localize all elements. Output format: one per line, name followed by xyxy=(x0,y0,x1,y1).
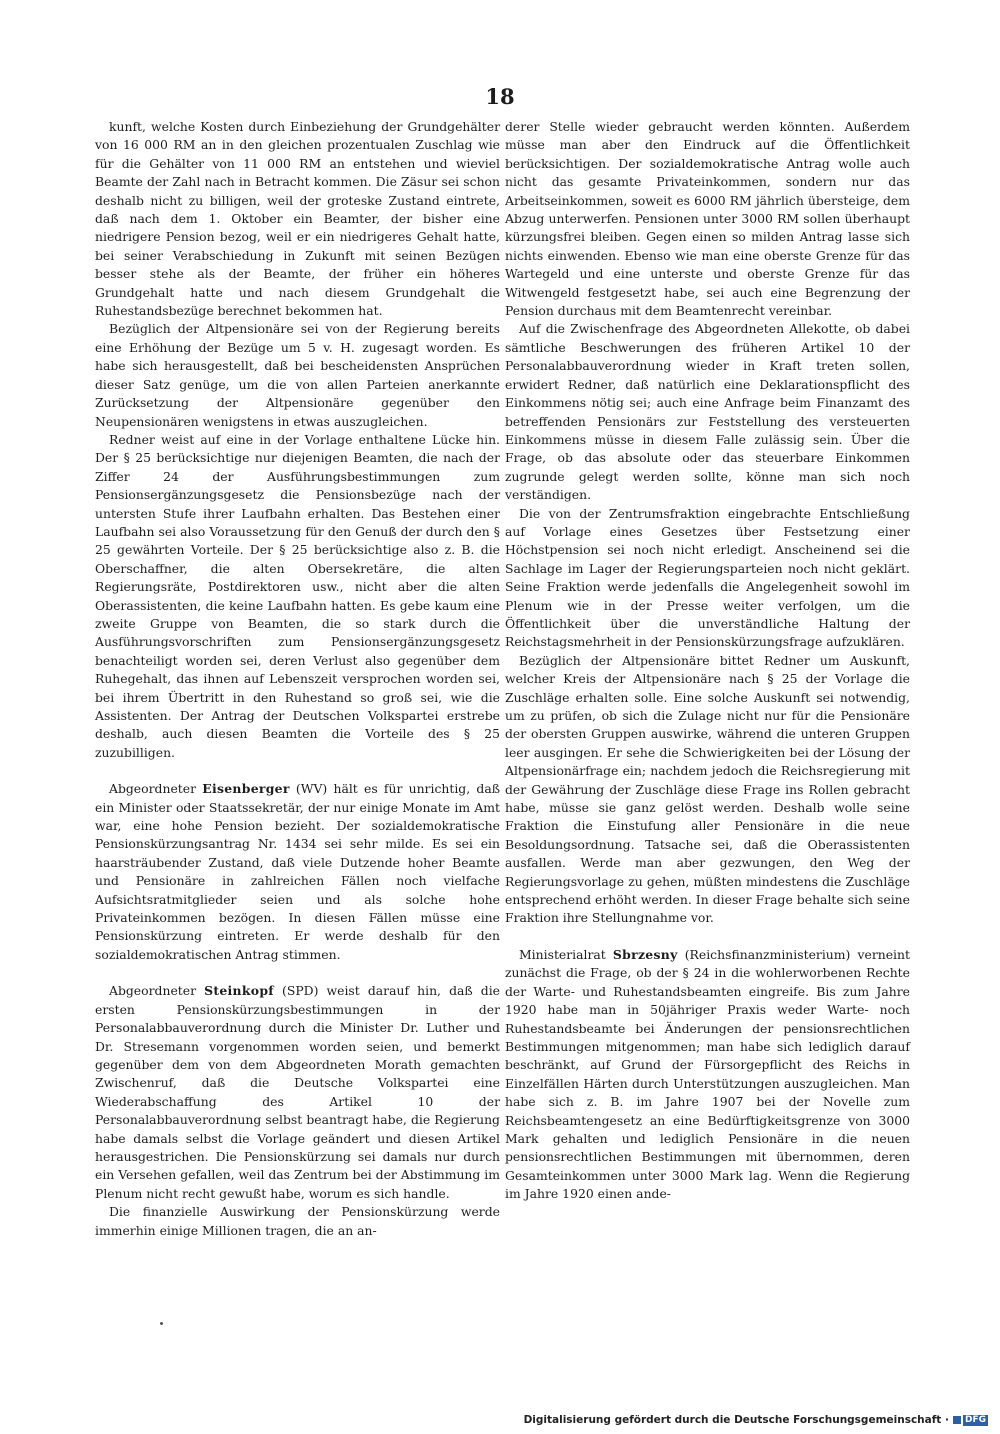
paragraph-text: (Reichsfinanzministerium) verneint zunächst die Frage, ob der § 24 in die wohlerworbenen Rechte der Warte- und Ruhestandsbeamten eingreife. Bis zum Jahre 1920 habe man in 50jähriger Praxis weder Warte- noch Ruhestandsbeamte bei Änderungen der pensionsrechtlichen Bestimmungen mitgenommen; man habe sich lediglich darauf beschränkt, auf Grund der Fürsorgepflicht des Reichs in Einzelfällen Härten durch Unterstützungen auszugleichen. Man habe sich z. B. im Jahre 1907 bei der Novelle zum Reichsbeamtengesetz an eine Bedürftigkeitsgrenze von 3000 Mark gehalten und lediglich Pensionäre in die neuen pensionsrechtlichen Bestimmungen mit übernommen, deren Gesamteinkommen unter 3000 Mark lag. Wenn die Regierung im Jahre 1920 einen ande- xyxy=(505,946,910,1202)
paragraph: Bezüglich der Altpensionäre bittet Redner um Auskunft, welcher Kreis der Altpensionäre nach § 25 der Vorlage die Zuschläge erhalten solle. Eine solche Auskunft sei notwendig, um zu prüfen, ob sich die Zulage nicht nur für die Pensionäre der obersten Gruppen auswirke, während die unteren Gruppen leer ausgingen. Er sehe die Schwierigkeiten bei der Lösung der Altpensionärfrage ein; nachdem jedoch die Reichsregierung mit der Gewährung der Zuschläge diese Frage ins Rollen gebracht habe, müsse sie ganz gelöst werden. Deshalb wolle seine Fraktion die Einstufung aller Pensionäre in die neue Besoldungsordnung. Tatsache sei, daß die Oberassistenten ausfallen. Werde man aber gezwungen, den Weg der Regierungsvorlage zu gehen, müßten mindestens die Zuschläge entsprechend erhöht werden. In dieser Frage behalte sich seine Fraktion ihre Stellungnahme vor. xyxy=(505,652,910,926)
paragraph: Redner weist auf eine in der Vorlage enthaltene Lücke hin. Der § 25 berücksichtige nur diejenigen Beamten, die nach der Ziffer 24 der Ausführungsbestimmungen zum Pensionsergänzungsgesetz die Pensionsbezüge nach der untersten Stufe ihrer Laufbahn erhalten. Das Bestehen einer Laufbahn sei also Voraussetzung für den Genuß der durch den § 25 gewährten Vorteile. Der § 25 berücksichtige also z. B. die Oberschaffner, die alten Obersekretäre, die alten Regierungsräte, Postdirektoren usw., nicht aber die alten Oberassistenten, die keine Laufbahn hatten. Es gebe kaum eine zweite Gruppe von Beamten, die so stark durch die Ausführungsvorschriften zum Pensionsergänzungsgesetz benachteiligt worden sei, deren Verlust also gegenüber dem Ruhegehalt, das ihnen auf Lebenszeit versprochen worden sei, bei ihrem Übertritt in den Ruhestand so groß sei, wie die Assistenten. Der Antrag der Deutschen Volkspartei erstrebe deshalb, auch diesen Beamten die Vorteile des § 25 zuzubilligen. xyxy=(95,431,500,760)
dfg-logo-text: DFG xyxy=(964,1414,986,1425)
paragraph: kunft, welche Kosten durch Einbeziehung der Grundgehälter von 16 000 RM an in den gleichen prozentualen Zuschlag wie für die Gehälter von 11 000 RM an entstehen und wieviel Beamte der Zahl nach in Betracht kommen. Die Zäsur sei schon deshalb nicht zu billigen, weil der groteske Zustand eintrete, daß nach dem 1. Oktober ein Beamter, der bisher eine niedrigere Pension bezog, weil er ein niedrigeres Gehalt hatte, bei seiner Verabschiedung in Zukunft mit seinen Bezügen besser stehe als der Beamte, der früher ein höheres Grundgehalt hatte und nach diesem Grundgehalt die Ruhestandsbezüge berechnet bekommen hat. xyxy=(95,119,500,319)
paragraph: Die finanzielle Auswirkung der Pensionskürzung werde immerhin einige Millionen tragen, die an an- xyxy=(95,1204,500,1238)
dfg-logo xyxy=(953,1415,988,1426)
speaker-role: Abgeordneter xyxy=(109,781,203,797)
dfg-logo-icon xyxy=(953,1416,961,1424)
speaker-role: Abgeordneter xyxy=(109,983,205,999)
digitization-footer xyxy=(524,1414,988,1426)
paragraph-text: (SPD) weist darauf hin, daß die ersten Pensionskürzungsbestimmungen in der Personalabbauverordnung durch die Minister Dr. Luther und Dr. Stresemann vorgenommen worden seien, und bemerkt gegenüber dem von dem Abgeordneten Morath gemachten Zwischenruf, daß die Deutsche Volkspartei eine Wiederabschaffung des Artikel 10 der Personalabbauverordnung selbst beantragt habe, die Regierung habe damals selbst die Vorlage geändert und diesen Artikel herausgestrichen. Die Pensionskürzung sei damals nur durch ein Versehen gefallen, weil das Zentrum bei der Abstimmung im Plenum nicht recht gewußt habe, worum es sich handle. xyxy=(95,983,500,1201)
paragraph: Auf die Zwischenfrage des Abgeordneten Allekotte, ob dabei sämtliche Beschwerungen des früheren Artikel 10 der Personalabbauverordnung wieder in Kraft treten sollen, erwidert Redner, daß natürlich eine Deklarationspflicht des Einkommens nötig sei; auch eine Anfrage beim Finanzamt des betreffenden Pensionärs zur Feststellung des versteuerten Einkommens müsse in diesem Falle zulässig sein. Über die Frage, ob das absolute oder das steuerbare Einkommen zugrunde gelegt werden sollte, könne man sich noch verständigen. xyxy=(505,321,910,503)
paragraph xyxy=(505,946,910,1204)
paragraph: derer Stelle wieder gebraucht werden könnten. Außerdem müsse man aber den Eindruck auf die Öffentlichkeit berücksichtigen. Der sozialdemokratische Antrag wolle auch nicht das gesamte Privateinkommen, sondern nur das Arbeitseinkommen, soweit es 6000 RM jährlich übersteige, dem Abzug unterwerfen. Pensionen unter 3000 RM sollen überhaupt kürzungsfrei bleiben. Gegen einen so milden Antrag lasse sich nichts einwenden. Ebenso wie man eine oberste Grenze für das Wartegeld und eine unterste und oberste Grenze für das Witwengeld festgesetzt habe, sei auch eine Begrenzung der Pension durchaus mit dem Beamtenrecht vereinbar. xyxy=(505,119,910,319)
speaker-role: Ministerialrat xyxy=(519,946,613,962)
paragraph: Bezüglich der Altpensionäre sei von der Regierung bereits eine Erhöhung der Bezüge um 5 v. H. zugesagt worden. Es habe sich herausgestellt, daß bei bescheidensten Ansprüchen dieser Satz genüge, um die von allen Parteien anerkannte Zurücksetzung der Altpensionäre gegenüber den Neupensionären wenigstens in etwas auszugleichen. xyxy=(95,321,500,429)
paragraph xyxy=(95,780,500,964)
speaker-name: Eisenberger xyxy=(202,781,290,797)
paragraph: Die von der Zentrumsfraktion eingebrachte Entschließung auf Vorlage eines Gesetzes über Festsetzung einer Höchstpension sei noch nicht erledigt. Anscheinend sei die Sachlage im Lager der Regierungsparteien noch nicht geklärt. Seine Fraktion werde jedenfalls die Angelegenheit sowohl im Plenum wie in der Presse weiter verfolgen, um die Öffentlichkeit über die unverständliche Haltung der Reichstagsmehrheit in der Pensionskürzungsfrage aufzuklären. xyxy=(505,505,910,650)
speaker-name: Steinkopf xyxy=(204,983,274,999)
speaker-name: Sbrzesny xyxy=(612,946,678,962)
page-number: 18 xyxy=(485,84,515,109)
funding-notice: Digitalisierung gefördert durch die Deutsche Forschungsgemeinschaft · xyxy=(523,1414,949,1426)
right-column xyxy=(505,118,910,1204)
paragraph-text: (WV) hält es für unrichtig, daß ein Minister oder Staatssekretär, der nur einige Monate im Amt war, eine hohe Pension bezieht. Der sozialdemokratische Pensionskürzungsantrag Nr. 1434 sei sehr milde. Es sei ein haarsträubender Zustand, daß viele Dutzende hoher Beamte und Pensionäre in zahlreichen Fällen noch vielfache Aufsichtsratmitglieder seien und als solche hohe Privateinkommen bezögen. In diesen Fällen müsse eine Pensionskürzung eintreten. Er werde deshalb für den sozialdemokratischen Antrag stimmen. xyxy=(95,781,500,962)
left-column xyxy=(95,118,500,1240)
paragraph xyxy=(95,982,500,1203)
scan-artifact-dot xyxy=(160,1322,163,1325)
